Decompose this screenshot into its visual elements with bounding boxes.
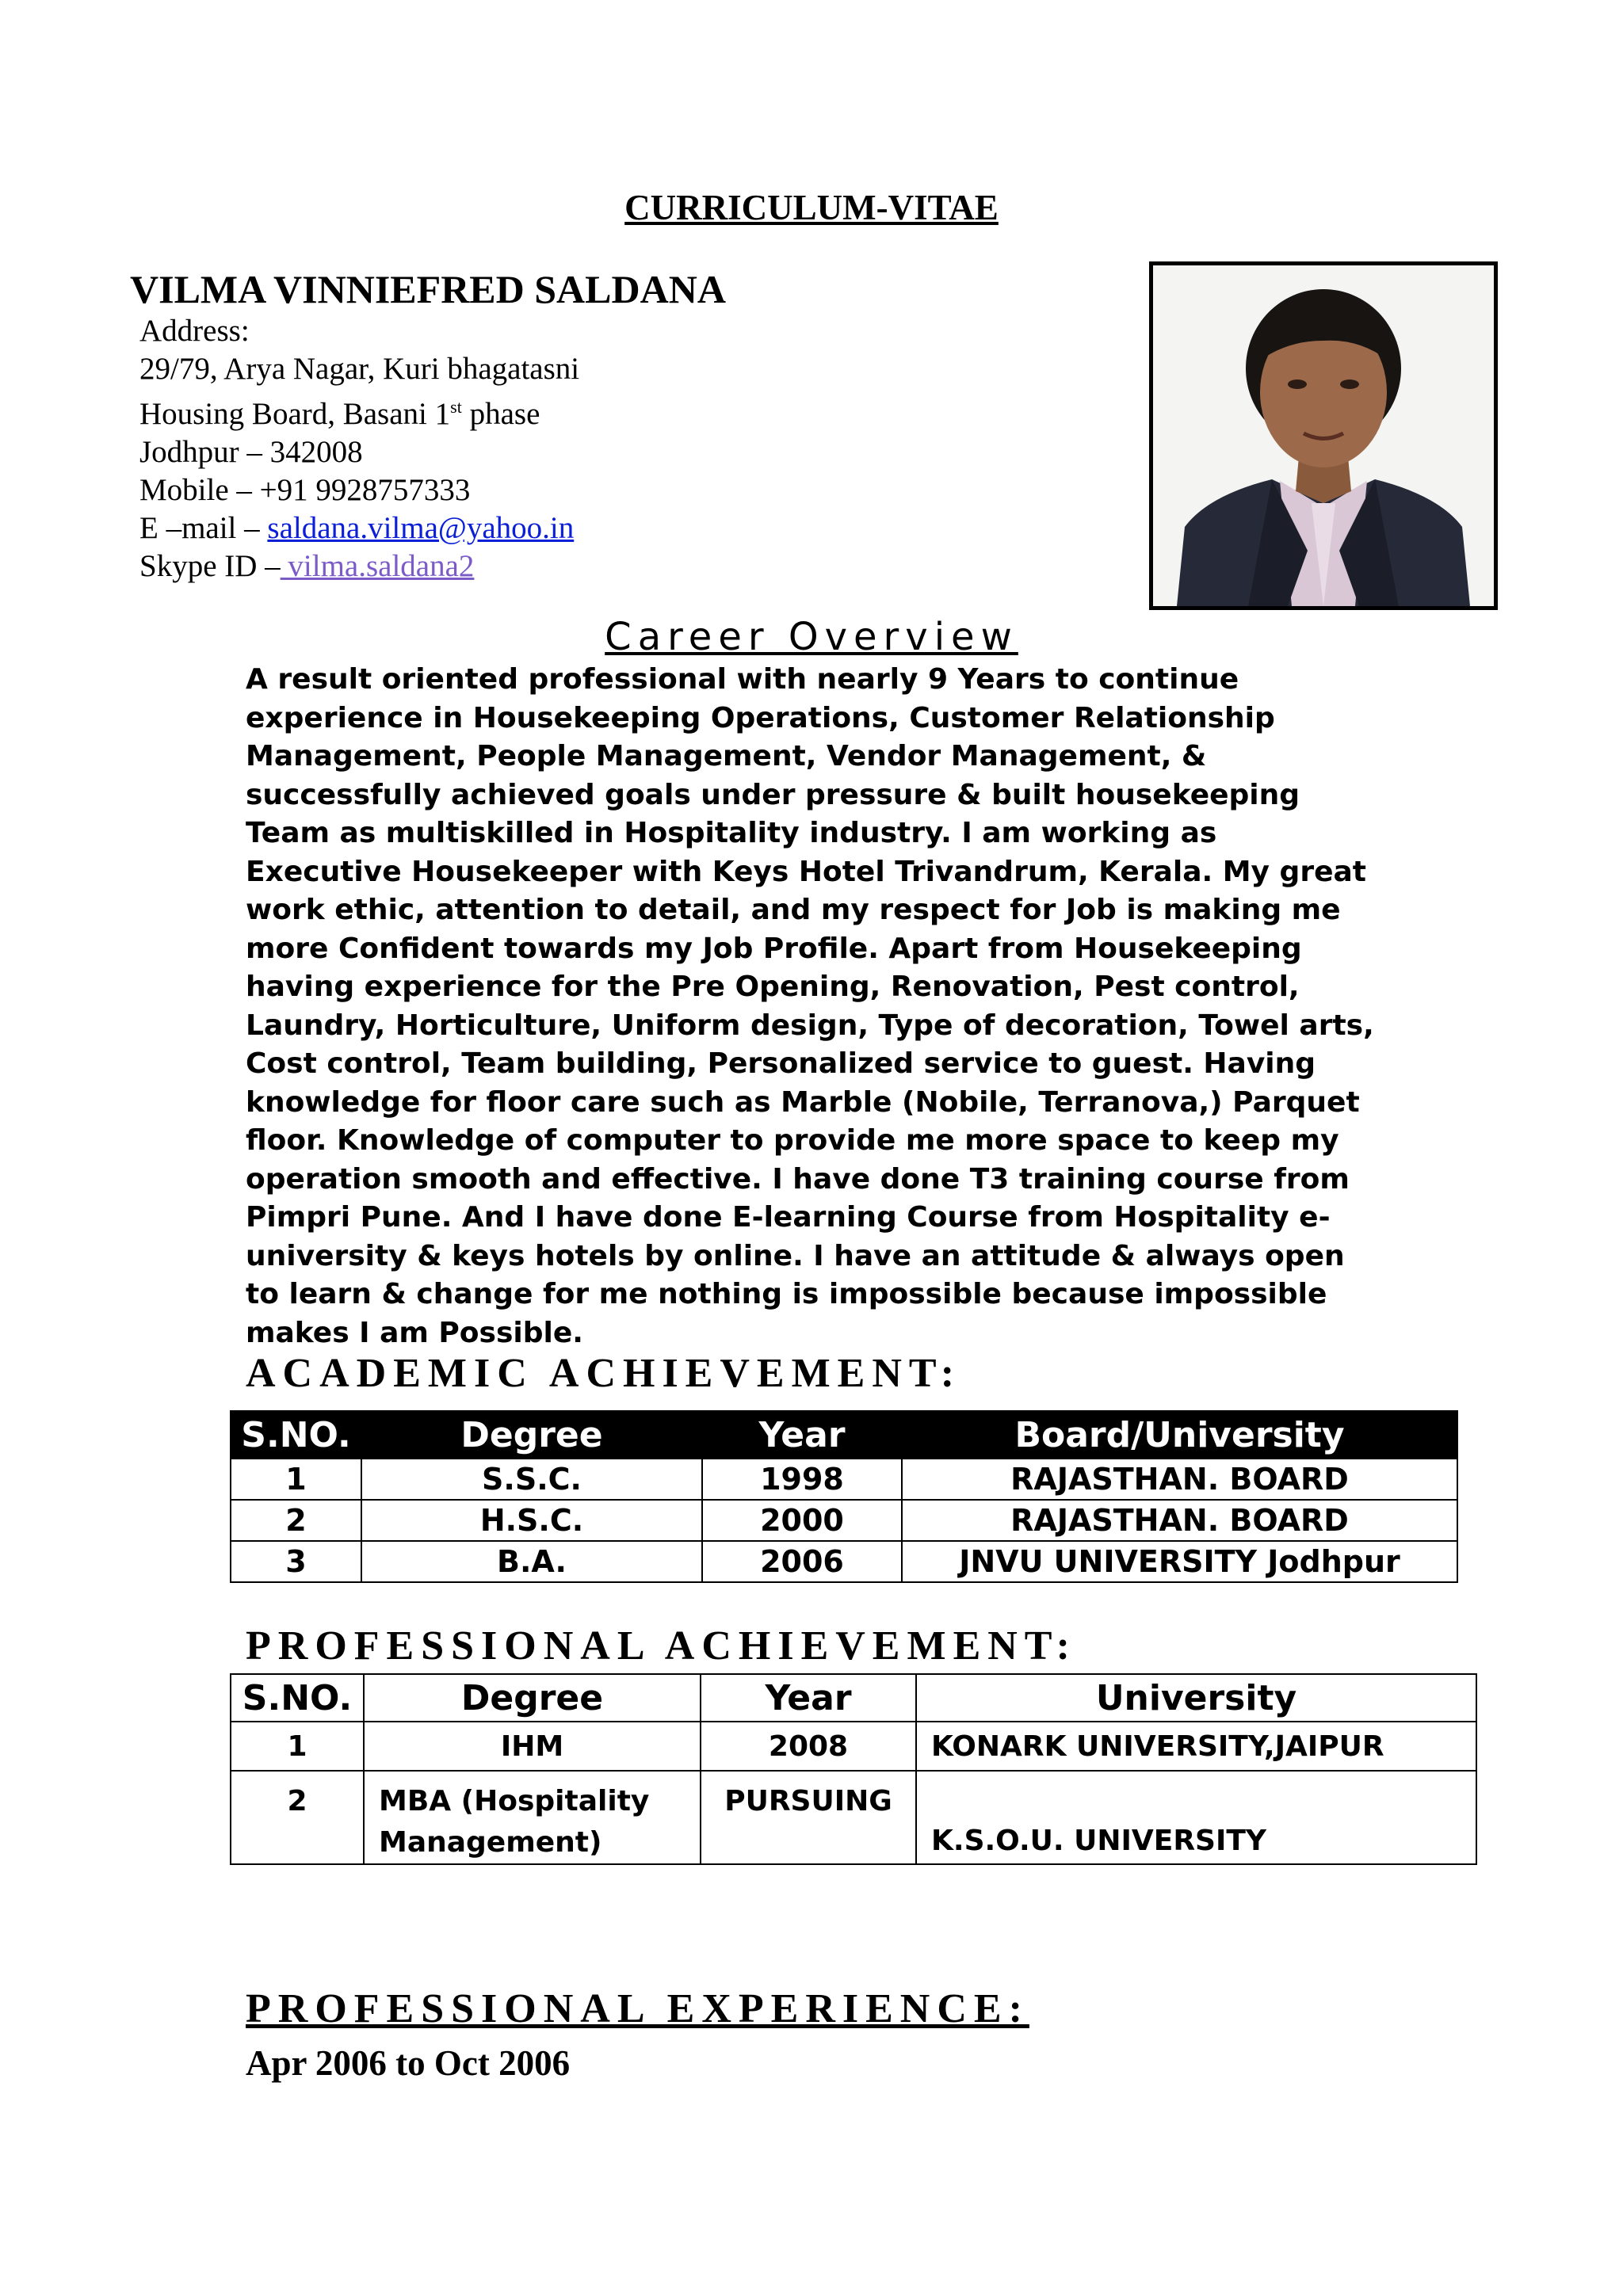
table-row [231,1500,1457,1541]
address-line-1: 29/79, Arya Nagar, Kuri bhagatasni [139,352,580,386]
skype-link[interactable]: vilma.saldana2 [280,549,475,583]
table-cell: 2006 [702,1541,902,1582]
table-cell: 1 [231,1459,361,1500]
address-line-2-end: phase [461,397,540,431]
professional-achievement-heading: PROFESSIONAL ACHIEVEMENT: [246,1623,1077,1669]
column-header: Degree [361,1411,702,1459]
table-cell: B.A. [361,1541,702,1582]
table-row [231,1459,1457,1500]
skype-row [139,547,579,585]
email-row [139,509,579,547]
address-line-3: Jodhpur – 342008 [139,435,363,469]
column-header: S.NO. [231,1674,364,1722]
column-header: Year [701,1674,916,1722]
column-header: Degree [364,1674,701,1722]
address-line-2-text: Housing Board, Basani 1 [139,397,451,431]
table-cell: RAJASTHAN. BOARD [902,1459,1457,1500]
table-cell: 2008 [701,1722,916,1771]
table-row [231,1722,1476,1771]
experience-period: Apr 2006 to Oct 2006 [246,2043,571,2083]
candidate-name: VILMA VINNIEFRED SALDANA [130,267,726,311]
table-cell: MBA (Hospitality Management) [364,1771,701,1864]
table-cell: 2 [231,1771,364,1864]
table-row [231,1771,1476,1864]
table-cell: JNVU UNIVERSITY Jodhpur [902,1541,1457,1582]
table-cell: K.S.O.U. UNIVERSITY [916,1771,1476,1864]
table-cell: H.S.C. [361,1500,702,1541]
professional-experience-heading: PROFESSIONAL EXPERIENCE: [246,1986,1029,2031]
address-ordinal-suffix: st [450,397,462,417]
table-cell: RAJASTHAN. BOARD [902,1500,1457,1541]
email-link[interactable]: saldana.vilma@yahoo.in [267,511,575,545]
email-label: E –mail – [139,511,268,545]
table-cell: 2000 [702,1500,902,1541]
table-cell: 1998 [702,1459,902,1500]
column-header: S.NO. [231,1411,361,1459]
address-label: Address: [139,314,250,348]
document-title: CURRICULUM-VITAE [624,188,999,227]
career-overview-heading: Career Overview [605,615,1018,659]
contact-block [139,312,579,585]
table-cell: 2 [231,1500,361,1541]
mobile-number: Mobile – +91 9928757333 [139,473,471,507]
professional-header-row [231,1674,1476,1722]
column-header: University [916,1674,1476,1722]
skype-label: Skype ID – [139,549,281,583]
academic-heading: ACADEMIC ACHIEVEMENT: [246,1351,962,1396]
table-cell: PURSUING [701,1771,916,1864]
table-cell: 3 [231,1541,361,1582]
table-cell: IHM [364,1722,701,1771]
table-cell: KONARK UNIVERSITY,JAIPUR [916,1722,1476,1771]
profile-photo [1149,261,1498,610]
profile-photo-icon [1153,265,1494,606]
column-header: Year [702,1411,902,1459]
professional-table [230,1673,1477,1865]
career-overview-text: A result oriented professional with nearly 9 Years to continue experience in Housekeeping Operations, Customer Relationship Management, People Management, Vendor Management, & successfully achieved goals under pressure & built housekeeping Team as multiskilled in Hospitality industry. I am working as Executive Housekeeper with Keys Hotel Trivandrum, Kerala. My great work ethic, attention to detail, and my respect for Job is making me more Confident towards my Job Profile. Apart from Housekeeping having experience for the Pre Opening, Renovation, Pest control, Laundry, Horticulture, Uniform design, Type of decoration, Towel arts, Cost control, Team building, Personalized service to guest. Having knowledge for floor care such as Marble (Nobile, Terranova,) Parquet floor. Knowledge of computer to provide me more space to keep my operation smooth and effective. I have done T3 training course from Pimpri Pune. And I have done E-learning Course from Hospitality e-university & keys hotels by online. I have an attitude & always open to learn & change for me nothing is impossible because impossible makes I am Possible. [246,663,1374,1349]
table-cell: S.S.C. [361,1459,702,1500]
column-header: Board/University [902,1411,1457,1459]
address-line-2 [139,388,579,433]
table-row [231,1541,1457,1582]
table-cell: 1 [231,1722,364,1771]
academic-table [230,1410,1458,1583]
academic-header-row [231,1411,1457,1459]
